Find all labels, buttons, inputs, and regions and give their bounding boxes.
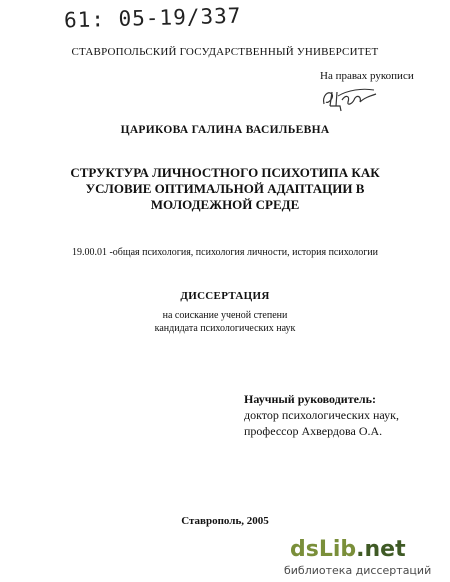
- watermark-logo-text: [290, 537, 406, 562]
- document-type: ДИССЕРТАЦИЯ: [180, 290, 270, 302]
- place-year: Ставрополь, 2005: [181, 515, 269, 527]
- manuscript-note: На правах рукописи: [320, 70, 414, 82]
- degree-line-2: кандидата психологических наук: [154, 323, 296, 334]
- watermark-logo-part1: dsLib: [290, 537, 357, 562]
- signature-image: [318, 84, 378, 114]
- advisor-line-1: доктор психологических наук,: [244, 408, 399, 422]
- archive-code: 61: 05-19/337: [63, 3, 242, 33]
- title-line-2: УСЛОВИЕ ОПТИМАЛЬНОЙ АДАПТАЦИИ В: [85, 181, 365, 196]
- title-line-3: МОЛОДЕЖНОЙ СРЕДЕ: [150, 197, 300, 212]
- advisor-line-2: профессор Ахвердова О.А.: [244, 424, 383, 438]
- title-line-1: СТРУКТУРА ЛИЧНОСТНОГО ПСИХОТИПА КАК: [70, 165, 380, 180]
- author-name: ЦАРИКОВА ГАЛИНА ВАСИЛЬЕВНА: [120, 124, 330, 136]
- advisor-label: Научный руководитель:: [244, 392, 376, 406]
- watermark-logo[interactable]: [284, 537, 446, 579]
- watermark-subtitle: библиотека диссертаций: [284, 564, 432, 577]
- watermark-logo-part2: .net: [356, 537, 406, 562]
- university-name: СТАВРОПОЛЬСКИЙ ГОСУДАРСТВЕННЫЙ УНИВЕРСИТЕТ: [71, 46, 379, 58]
- degree-line-1: на соискание ученой степени: [162, 310, 288, 321]
- specialty-code: 19.00.01 -общая психология, психология личности, история психологии: [71, 247, 379, 258]
